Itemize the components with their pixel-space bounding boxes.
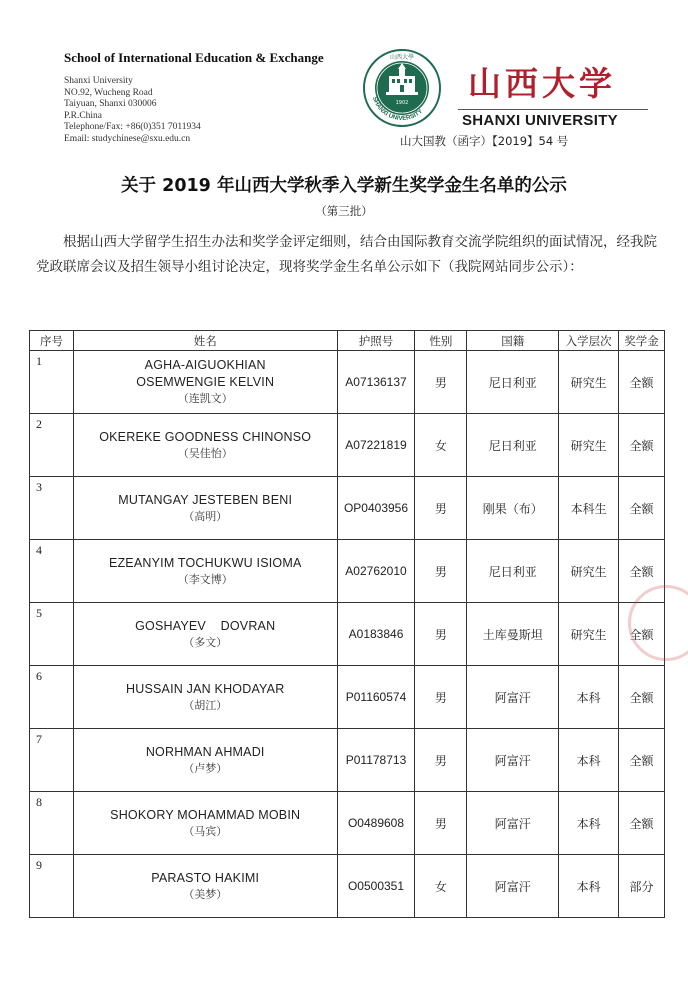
cell-nationality: 尼日利亚 [467,351,559,414]
address-line: Shanxi University [64,76,133,86]
student-name-line: SHOKORY MOHAMMAD MOBIN [110,807,301,822]
cell-level: 本科生 [559,477,619,540]
brand-english-name: SHANXI UNIVERSITY [462,112,618,129]
cell-level: 研究生 [559,603,619,666]
cell-name [73,351,337,414]
cell-name [73,729,337,792]
cell-gender: 男 [415,666,467,729]
svg-text:SHANXI UNIVERSITY: SHANXI UNIVERSITY [370,95,425,123]
student-chinese-name: （高明） [183,509,228,523]
student-chinese-name: （李文博） [177,572,233,586]
table-row [30,855,665,918]
cell-gender: 男 [415,540,467,603]
table-row [30,414,665,477]
student-name-line: PARASTO HAKIMI [151,870,260,885]
cell-seq: 6 [30,666,74,729]
cell-level: 本科 [559,729,619,792]
cell-nationality: 阿富汗 [467,666,559,729]
cell-scholarship: 部分 [619,855,665,918]
cell-scholarship: 全额 [619,351,665,414]
cell-gender: 男 [415,603,467,666]
document-number: 山大国教（函字）【2019】54 号 [400,134,569,148]
address-line: P.R.China [64,110,103,121]
cell-level: 研究生 [559,351,619,414]
batch-label: （第三批） [315,204,373,218]
cell-gender: 女 [415,414,467,477]
cell-passport: P01178713 [337,729,415,792]
cell-gender: 男 [415,477,467,540]
cell-passport: OP0403956 [337,477,415,540]
cell-scholarship: 全额 [619,729,665,792]
student-name-line: HUSSAIN JAN KHODAYAR [126,681,285,696]
cell-passport: O0489608 [337,792,415,855]
student-name-line: OSEMWENGIE KELVIN [136,375,275,389]
cell-name [73,477,337,540]
cell-seq: 2 [30,414,74,477]
header-scholarship: 奖学金 [619,331,665,351]
address-line: NO.92, Wucheng Road [64,87,153,98]
cell-scholarship: 全额 [619,792,665,855]
cell-scholarship: 全额 [619,666,665,729]
cell-seq: 5 [30,603,74,666]
header-nationality: 国籍 [467,331,559,351]
cell-nationality: 刚果（布） [467,477,559,540]
header-name: 姓名 [73,331,337,351]
brand-chinese-logo: 山西大学 [468,64,616,103]
cell-level: 本科 [559,666,619,729]
cell-passport: A07221819 [337,414,415,477]
address-line: Taiyuan, Shanxi 030006 [64,99,157,109]
cell-level: 研究生 [559,414,619,477]
cell-level: 本科 [559,792,619,855]
cell-nationality: 阿富汗 [467,792,559,855]
cell-scholarship: 全额 [619,414,665,477]
cell-name [73,603,337,666]
cell-nationality: 尼日利亚 [467,414,559,477]
table-row [30,477,665,540]
cell-passport: A0183846 [337,603,415,666]
scholarship-table [29,330,665,918]
cell-nationality: 土库曼斯坦 [467,603,559,666]
cell-name [73,792,337,855]
student-chinese-name: （马宾） [183,824,228,838]
student-name-line: GOSHAYEV DOVRAN [135,618,276,633]
student-name-line: MUTANGAY JESTEBEN BENI [118,492,293,507]
cell-passport: O0500351 [337,855,415,918]
cell-seq: 9 [30,855,74,918]
table-row [30,729,665,792]
cell-gender: 男 [415,351,467,414]
cell-nationality: 尼日利亚 [467,540,559,603]
cell-seq: 7 [30,729,74,792]
cell-nationality: 阿富汗 [467,729,559,792]
cell-seq: 3 [30,477,74,540]
student-chinese-name: （多文） [183,635,228,649]
cell-passport: A07136137 [337,351,415,414]
cell-gender: 男 [415,792,467,855]
student-name-line: EZEANYIM TOCHUKWU ISIOMA [108,555,302,570]
table-row [30,603,665,666]
cell-gender: 女 [415,855,467,918]
header-seq: 序号 [30,331,74,351]
header-level: 入学层次 [559,331,619,351]
cell-level: 本科 [559,855,619,918]
student-chinese-name: （吴佳怡） [177,446,233,460]
cell-scholarship: 全额 [619,540,665,603]
student-chinese-name: （胡江） [183,698,228,712]
cell-seq: 8 [30,792,74,855]
cell-seq: 1 [30,351,74,414]
cell-name [73,666,337,729]
header-gender: 性别 [415,331,467,351]
address-block [64,76,354,145]
cell-scholarship: 全额 [619,477,665,540]
cell-gender: 男 [415,729,467,792]
document-title: 关于 2019 年山西大学秋季入学新生奖学金生名单的公示 [121,176,567,196]
cell-nationality: 阿富汗 [467,855,559,918]
cell-passport: P01160574 [337,666,415,729]
letterhead-contact [64,50,354,145]
svg-text:1902: 1902 [395,100,409,106]
cell-name [73,855,337,918]
address-line: Email: studychinese@sxu.edu.cn [64,133,191,144]
student-name-line: AGHA-AIGUOKHIAN [144,358,266,372]
cell-name [73,414,337,477]
cell-name [73,540,337,603]
table-header-row [30,331,665,351]
header-passport: 护照号 [337,331,415,351]
cell-seq: 4 [30,540,74,603]
student-name-line: OKEREKE GOODNESS CHINONSO [99,429,312,444]
address-line: Telephone/Fax: +86(0)351 7011934 [64,122,201,132]
table-row [30,351,665,414]
letterhead-divider [458,109,648,110]
table-row [30,666,665,729]
student-chinese-name: （美梦） [183,887,228,901]
svg-text:山西大學: 山西大學 [389,54,415,61]
cell-passport: A02762010 [337,540,415,603]
table-row [30,540,665,603]
student-name-line: NORHMAN AHMADI [145,744,265,759]
table-row [30,792,665,855]
student-chinese-name: （连凯文） [177,392,233,405]
university-seal-logo [362,48,442,128]
cell-scholarship: 全额 [619,603,665,666]
student-chinese-name: （卢梦） [183,761,228,775]
school-name: School of International Education & Exchange [64,50,324,65]
cell-level: 研究生 [559,540,619,603]
intro-paragraph: 根据山西大学留学生招生办法和奖学金评定细则，结合由国际教育交流学院组织的面试情况，经我院党政联席会议及招生领导小组讨论决定，现将奖学金生名单公示如下（我院网站同步公示）： [36,234,657,275]
